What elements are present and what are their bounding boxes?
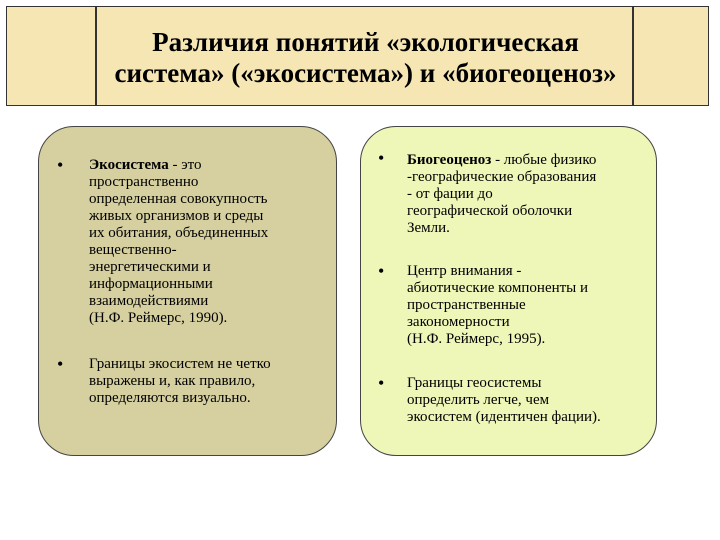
term-biogeocenosis: Биогеоценоз (407, 152, 492, 168)
bullet-icon: • (57, 354, 64, 374)
title-line-2: система» («экосистема») и «биогеоценоз» (114, 58, 617, 88)
title-divider-left (95, 7, 97, 105)
slide-title (103, 27, 628, 89)
ecosystem-panel (38, 126, 337, 456)
ecosystem-definition: Экосистема - это пространственно определенная совокупность живых организмов и среды их обитания, объединенных вещественно- энергетическими и информационными взаимодействиями (Н.Ф. Реймерс, 1990). (89, 157, 269, 326)
bullet-icon: • (378, 261, 385, 281)
bullet-icon: • (57, 155, 64, 175)
bullet-icon: • (378, 148, 385, 168)
biogeocenosis-definition: Биогеоценоз - любые физико -географические образования - от фации до географической оболочки Земли. (407, 152, 597, 236)
biogeocenosis-panel (360, 126, 657, 456)
term-ecosystem: Экосистема (89, 157, 169, 173)
title-divider-right (632, 7, 634, 105)
geosystem-boundaries: Границы геосистемы определить легче, чем экосистем (идентичен фации). (407, 375, 601, 425)
ecosystem-boundaries: Границы экосистем не четко выражены и, как правило, определяются визуально. (89, 356, 271, 406)
title-line-1: Различия понятий «экологическая (152, 27, 579, 57)
center-of-attention: Центр внимания - абиотические компоненты и пространственные закономерности (Н.Ф. Реймерс, 1995). (407, 263, 589, 347)
bullet-icon: • (378, 373, 385, 393)
title-banner (6, 6, 709, 106)
